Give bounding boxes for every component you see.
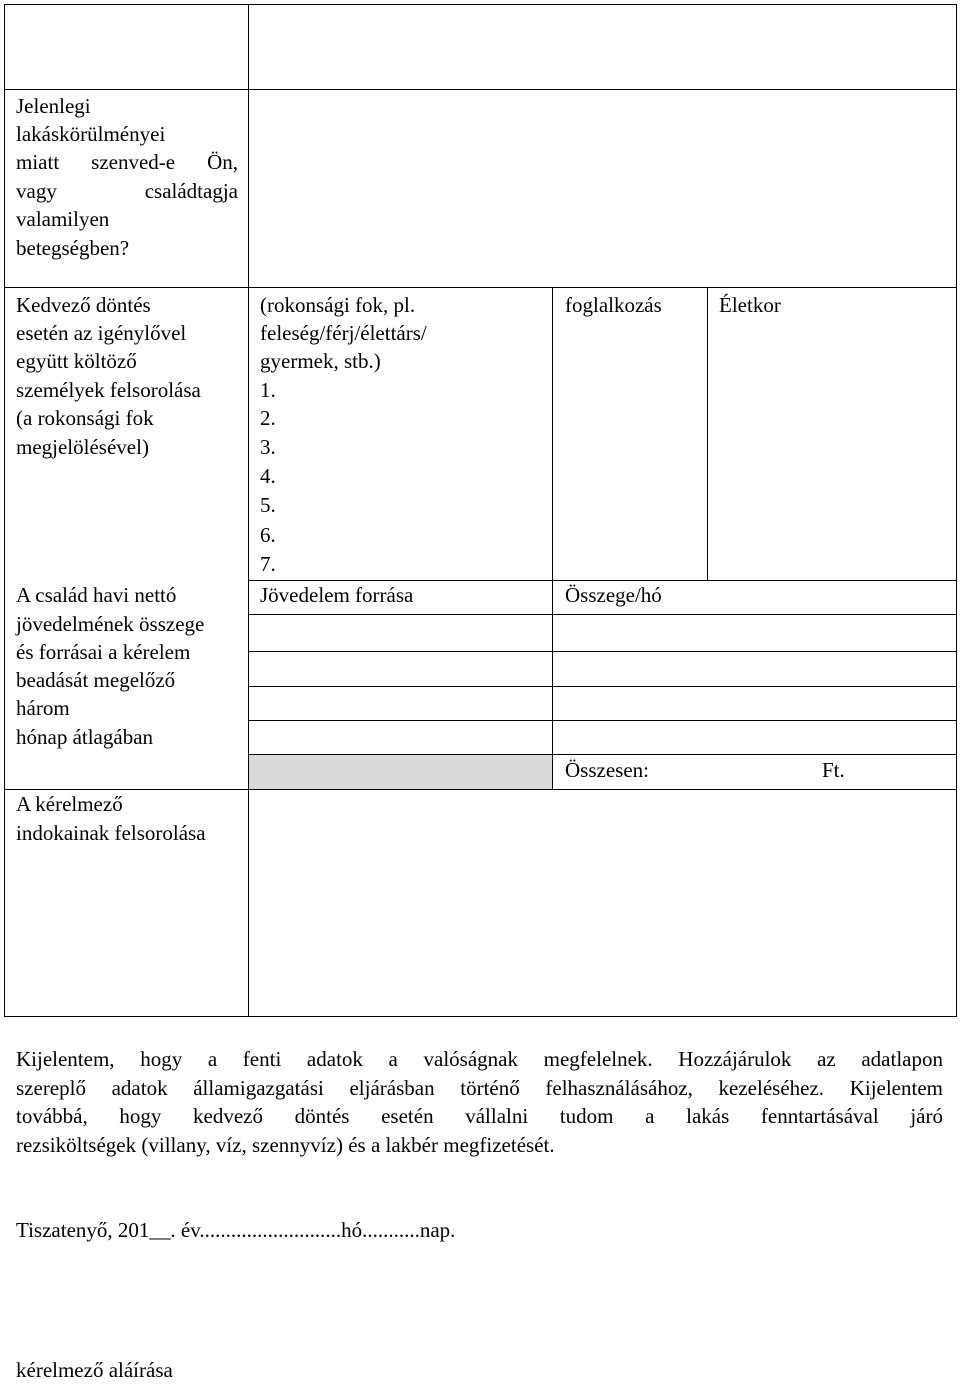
occupation-header: foglalkozás — [565, 293, 662, 317]
income-row-line-3 — [248, 686, 957, 687]
illness-label-4: vagy családtagja — [16, 179, 238, 203]
persons-label-5: (a rokonsági fok — [16, 406, 154, 430]
relation-header-2: feleség/férj/élettárs/ — [260, 321, 427, 345]
persons-label-1: Kedvező döntés — [16, 293, 151, 317]
income-total-label: Összesen: — [565, 758, 649, 782]
persons-label-2: esetén az igénylővel — [16, 321, 187, 345]
income-label-5: három — [16, 696, 70, 720]
persons-label-3: együtt költöző — [16, 349, 137, 373]
date-place-year: Tiszatenyő, 201 — [16, 1218, 150, 1242]
persons-label-6: megjelölésével) — [16, 435, 149, 459]
row-divider-reasons — [4, 789, 957, 790]
income-source-header: Jövedelem forrása — [260, 583, 414, 607]
income-amount-header: Összege/hó — [565, 583, 662, 607]
income-total-shaded-cell — [249, 755, 552, 789]
persons-label-4: személyek felsorolása — [16, 378, 201, 402]
income-row-line-2 — [248, 651, 957, 652]
person-number-5: 5. — [260, 493, 276, 517]
relation-header-3: gyermek, stb.) — [260, 349, 381, 373]
income-label-1: A család havi nettó — [16, 583, 177, 607]
row-divider-illness — [4, 89, 957, 90]
person-number-2: 2. — [260, 406, 276, 430]
person-number-4: 4. — [260, 464, 276, 488]
label-column-divider — [248, 4, 249, 1017]
income-label-4: beadását megelőző — [16, 668, 176, 692]
reasons-label-2: indokainak felsorolása — [16, 821, 206, 845]
income-label-3: és forrásai a kérelem — [16, 640, 191, 664]
income-label-2: jövedelmének összege — [16, 612, 205, 636]
age-header: Életkor — [719, 293, 781, 317]
signature-label: kérelmező aláírása — [16, 1358, 173, 1382]
illness-label-2: lakáskörülményei — [16, 122, 166, 146]
declaration-line-3: továbbá, hogy kedvező döntés esetén vállalni tudom a lakás fenntartásával járó — [16, 1104, 943, 1129]
person-number-7: 7. — [260, 552, 276, 576]
person-number-6: 6. — [260, 523, 276, 547]
person-number-3: 3. — [260, 435, 276, 459]
persons-col-divider-2 — [707, 287, 708, 580]
illness-label-5: valamilyen — [16, 207, 110, 231]
person-number-1: 1. — [260, 378, 276, 402]
declaration-line-4: rezsiköltségek (villany, víz, szennyvíz) és a lakbér megfizetését. — [16, 1133, 555, 1158]
income-label-6: hónap átlagában — [16, 725, 154, 749]
reasons-label-1: A kérelmező — [16, 792, 123, 816]
persons-col-divider-1 — [552, 287, 553, 580]
declaration-paragraph — [16, 1045, 943, 1160]
declaration-line-1: Kijelentem, hogy a fenti adatok a valóságnak megfelelnek. Hozzájárulok az adatlapon — [16, 1047, 943, 1071]
date-rest: . év...........................hó...........nap. — [170, 1218, 456, 1242]
date-line — [16, 1216, 455, 1245]
income-currency: Ft. — [822, 758, 845, 782]
illness-label-1: Jelenlegi — [16, 94, 91, 118]
income-row-line-4 — [248, 720, 957, 721]
declaration-line-2: szereplő adatok államigazgatási eljárásban történő felhasználásához, kezeléséhez. Kijelentem — [16, 1075, 943, 1100]
illness-label-3: miatt szenved-e Ön, — [16, 150, 238, 174]
income-row-line-1 — [248, 614, 957, 615]
row-divider-persons — [4, 287, 957, 288]
relation-header-1: (rokonsági fok, pl. — [260, 293, 416, 317]
illness-label-6: betegségben? — [16, 236, 130, 260]
date-year-blank: __ — [149, 1218, 171, 1242]
income-col-divider — [552, 580, 553, 789]
